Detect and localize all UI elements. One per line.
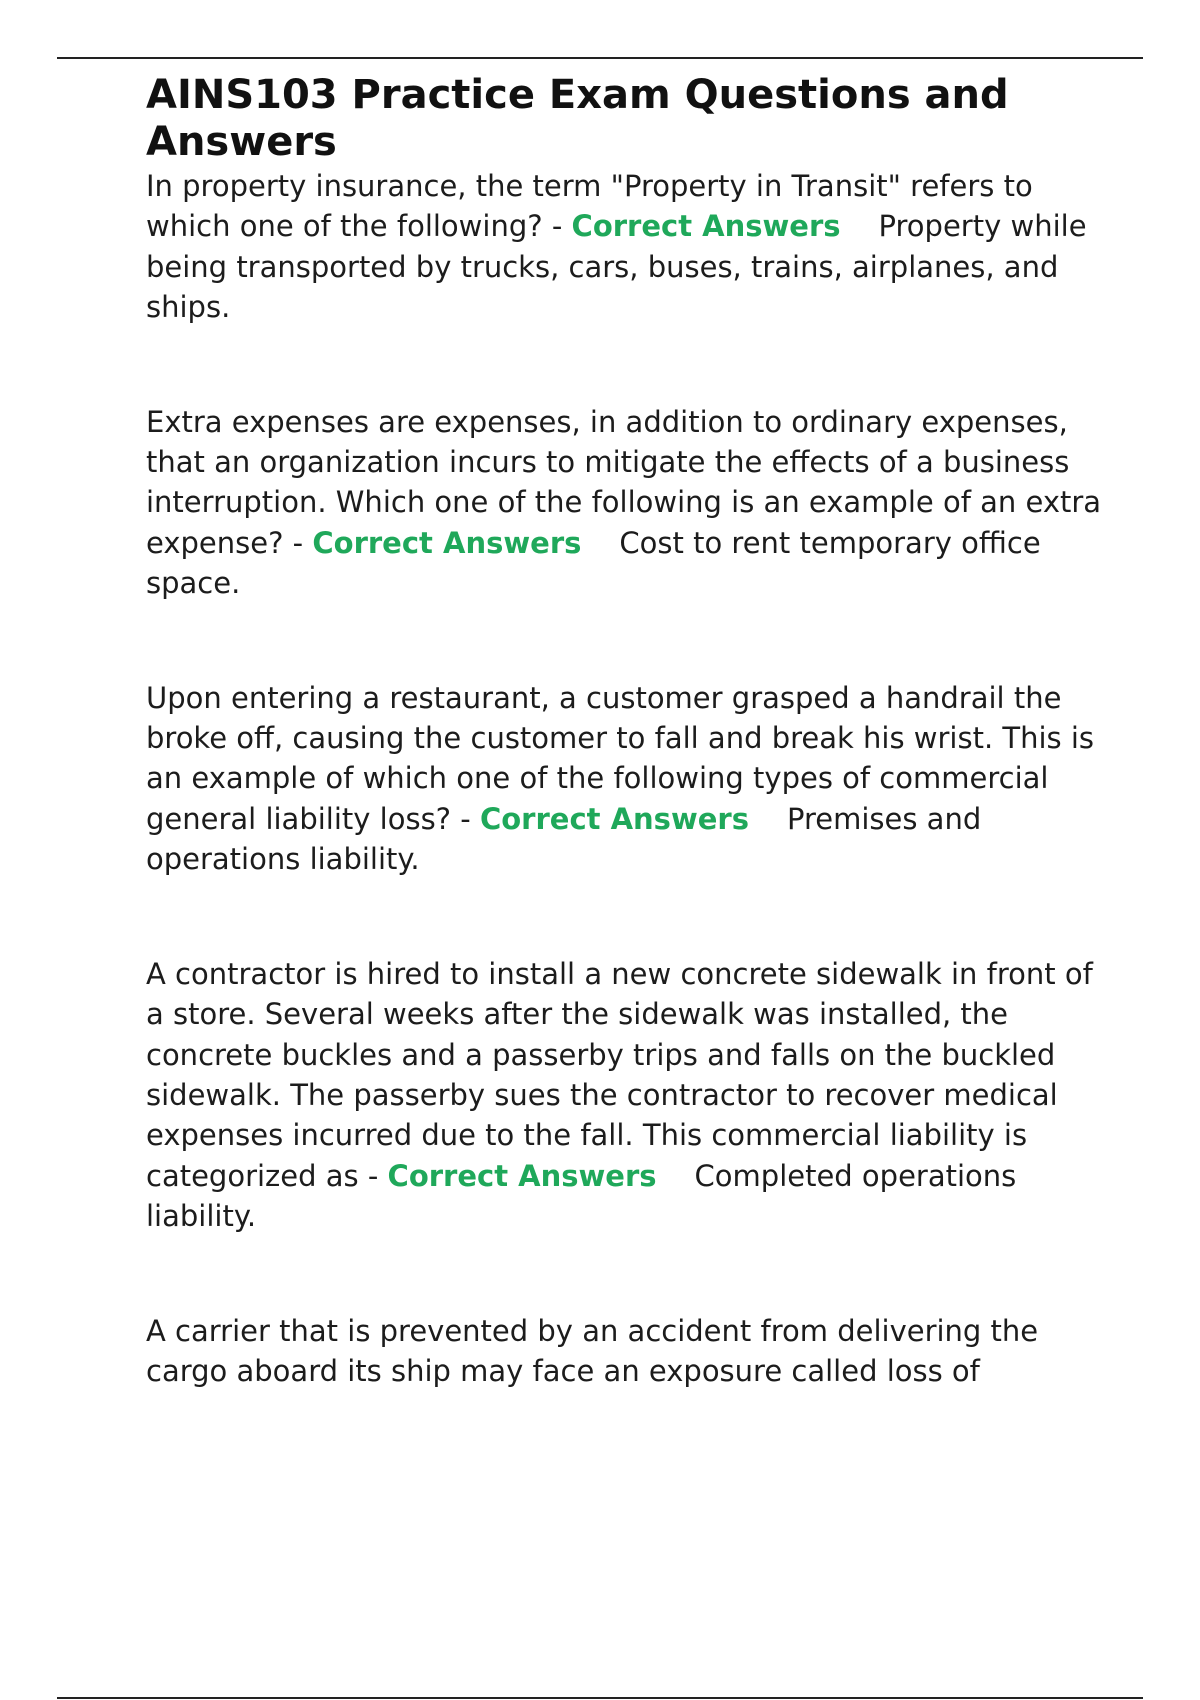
qa-item-4 — [146, 954, 1106, 1237]
question-text: A carrier that is prevented by an accident from delivering the cargo aboard its ship may face an exposure called loss of — [146, 1313, 1039, 1388]
correct-answers-label: Correct Answers — [387, 1158, 657, 1193]
answer-text: Completed operations liability. — [146, 1158, 1017, 1234]
qa-item-2 — [146, 402, 1106, 604]
question-text: A contractor is hired to install a new concrete sidewalk in front of a store. Several weeks after the sidewalk was installed, the concrete buckles and a passerby trips and falls on the buckled sidewalk. The passerby sues the contractor to recover medical expenses incurred due to the fall. This commercial liability is categorized as - — [146, 956, 1093, 1193]
bottom-rule — [57, 1697, 1143, 1699]
correct-answers-label: Correct Answers — [571, 209, 841, 244]
answer-text: Cost to rent temporary office space. — [146, 525, 1041, 601]
question-text: Upon entering a restaurant, a customer grasped a handrail the broke off, causing the customer to fall and break his wrist. This is an example of which one of the following types of commercial general liability loss? - — [146, 680, 1095, 836]
document-title: AINS103 Practice Exam Questions and Answers — [146, 72, 1009, 165]
correct-answers-label: Correct Answers — [312, 525, 582, 560]
question-text: In property insurance, the term "Property in Transit" refers to which one of the following? - — [146, 169, 1033, 244]
qa-item-3 — [146, 678, 1106, 880]
answer-text: Premises and operations liability. — [146, 801, 982, 877]
qa-item-1 — [146, 166, 1106, 328]
answer-text: Property while being transported by trucks, cars, buses, trains, airplanes, and ships. — [146, 209, 1087, 325]
correct-answers-label: Correct Answers — [479, 801, 749, 836]
qa-item-5 — [146, 1311, 1106, 1392]
question-text: Extra expenses are expenses, in addition to ordinary expenses, that an organization incurs to mitigate the effects of a business interruption. Which one of the following is an example of an extra expense? - — [146, 404, 1102, 560]
document-body — [146, 72, 1106, 1391]
top-rule — [57, 57, 1143, 59]
